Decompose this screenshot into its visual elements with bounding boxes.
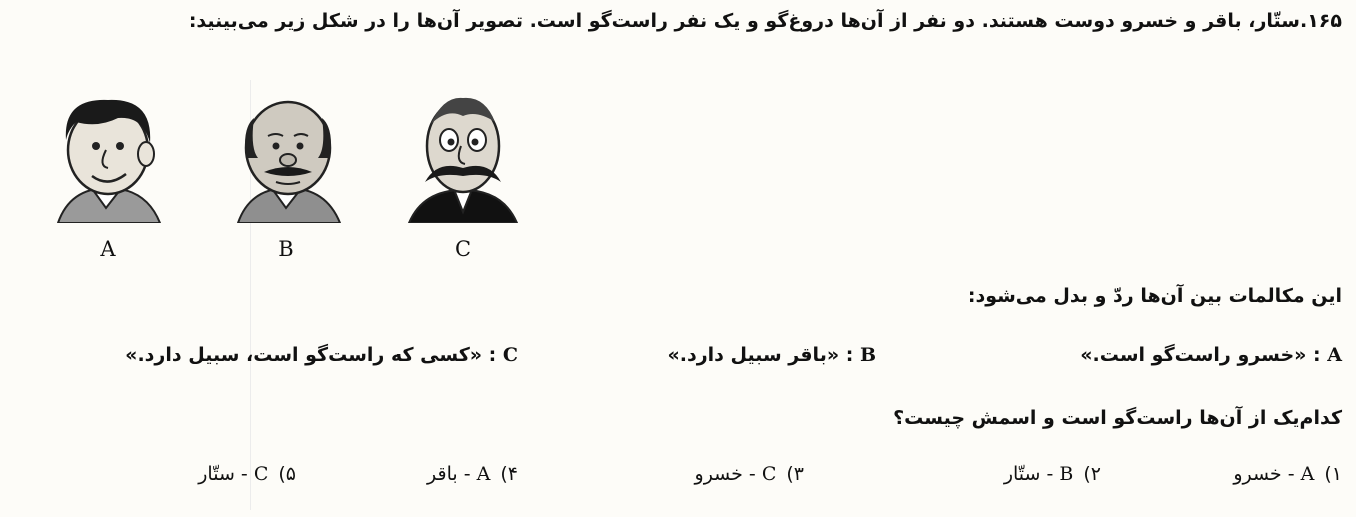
young-man-face-icon: [48, 88, 168, 223]
option-4[interactable]: [427, 463, 518, 485]
option-name: - خسرو: [694, 463, 756, 485]
statement-c: [125, 344, 518, 366]
statement-a: [1080, 344, 1342, 366]
man-big-mustache-face-icon: [403, 88, 523, 223]
option-letter: C: [253, 463, 269, 485]
option-name: - باقر: [427, 463, 471, 485]
option-1[interactable]: [1233, 463, 1342, 485]
statement-separator: :: [482, 344, 503, 366]
option-2[interactable]: [1004, 463, 1101, 485]
statement-c-text: «کسی که راست‌گو است، سبیل دارد.»: [125, 344, 483, 366]
option-letter: C: [761, 463, 777, 485]
option-5[interactable]: [198, 463, 296, 485]
statement-a-text: «خسرو راست‌گو است.»: [1080, 344, 1307, 366]
option-number: ۱): [1324, 463, 1342, 485]
speaker-c: C: [502, 344, 518, 366]
option-3[interactable]: [695, 463, 804, 485]
dialogue-intro: این مکالمات بین آن‌ها ردّ و بدل می‌شود:: [967, 285, 1342, 307]
option-letter: A: [476, 463, 491, 485]
option-letter: B: [1059, 463, 1074, 485]
bald-man-mustache-face-icon: [228, 88, 348, 223]
question-text: ستّار، باقر و خسرو دوست هستند. دو نفر از آن‌ها دروغ‌گو و یک نفر راست‌گو است. تصویر آن‌ها را در شکل زیر می‌بینید:: [188, 10, 1300, 32]
option-name: - ستّار: [198, 463, 248, 485]
face-label-b: B: [278, 237, 294, 261]
statement-separator: :: [839, 344, 860, 366]
face-label-a: A: [100, 237, 116, 261]
option-letter: A: [1300, 463, 1315, 485]
option-name: - خسرو: [1233, 463, 1295, 485]
statement-b-text: «باقر سبیل دارد.»: [667, 344, 840, 366]
question-title: [189, 10, 1342, 32]
option-name: - ستّار: [1003, 463, 1054, 485]
speaker-a: A: [1327, 344, 1342, 366]
option-number: ۴): [500, 463, 518, 485]
statement-b: [667, 344, 876, 366]
statement-separator: :: [1306, 344, 1328, 366]
option-number: ۲): [1083, 463, 1101, 485]
question-number: ۱۶۵.: [1299, 10, 1342, 32]
face-label-c: C: [454, 237, 472, 261]
option-number: ۵): [278, 463, 296, 485]
option-number: ۳): [786, 463, 804, 485]
question-ask: کدام‌یک از آن‌ها راست‌گو است و اسمش چیست؟: [893, 407, 1342, 429]
speaker-b: B: [859, 344, 876, 366]
